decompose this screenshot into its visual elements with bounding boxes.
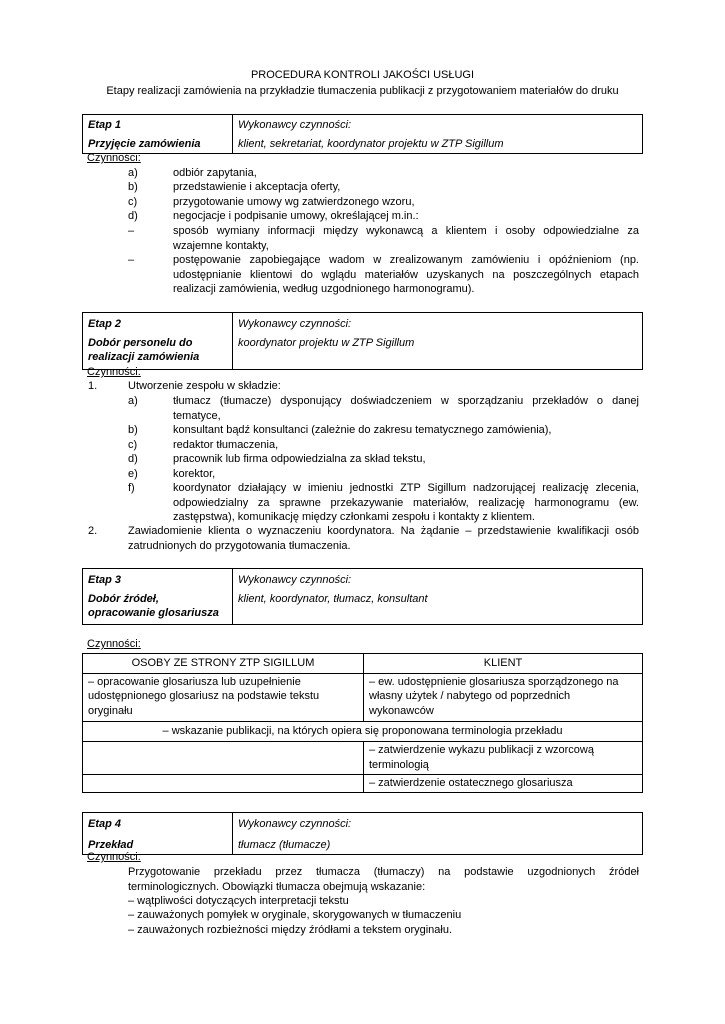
stage-3-performers: klient, koordynator, tłumacz, konsultant [238,592,428,605]
table-row [83,721,643,742]
table-cell: – ew. udostępnienie glosariusza sporządzonego na własny użytek / nabytego od poprzednich wykonawców [364,673,643,721]
stage-4-label: Etap 4 [83,813,233,835]
stage-1-performers: klient, sekretariat, koordynator projektu w ZTP Sigillum [238,138,504,150]
stage-1-activities-label: Czynności: [87,152,141,164]
stage-4-performers-label: Wykonawcy czynności: [238,818,352,830]
document-page: PROCEDURA KONTROLI JAKOŚCI USŁUGI Etapy realizacji zamówienia na przykładzie tłumaczenia publikacji z przygotowaniem materiałów do druku Etap 1 Wykonawcy czynności: Przyjęcie zamówienia klient, sekretariat, koordynator projektu w ZTP Sigillum Czynności: a) odbiór zapytania, b) przedstawienie i akceptacja oferty, c) przygotowanie umowy wg zatwierdzonego wzoru, d) negocjacje i podpisanie umowy, określającej m.in.: – sposób wymiany informacji między wykonawcą a klientem i osoby odpowiedzialne za wzajemne kontakty, – postępowanie zapobiegające wadom w zrealizowanym zamówieniu i opóźnieniom (np. udostępnianie klientowi do wglądu materiałów uzyskanych na poszczególnych etapach realizacji zamówienia, według uzgodnionego harmonogramu). Etap 2 Wykonawcy czynności: Dobór personelu do realizacji zamówienia koordynator projektu w ZTP Sigillum Czynności: 1. Utworzenie zespołu w składzie: a) tłumacz (tłumacze) dysponujący doświadczeniem w sporządzaniu przekładów o danej tematyce, b) konsultant bądź konsultanci (zależnie do zakresu tematycznego zamówienia), c) redaktor tłumaczenia, d) pracownik lub firma odpowiedzialna za skład tekstu, e) korektor, f) koordynator działający w imieniu jednostki ZTP Sigillum nadzorującej realizację zlecenia, odpowiedzialny za sprawne przekazywanie materiałów, realizację harmonogramu (ew. zastępstwa), komunikację między członkami zespołu i kontakty z klientem. 2. Zawiadomienie klienta o wyznaczeniu koordynatora. Na żądanie – przedstawienie kwalifikacji osób zatrudnionych do przygotowania tłumaczenia. Etap 3 Wykonawcy czynności: Dobór źródeł, opracowanie glosariusza klient, koordynator, tłumacz, konsultant Czynności: OSOBY ZE STRONY ZTP SIGILLUM KLIENT – opracowanie glosariusza lub uzupełnienie udostępnionego glosariusz na podstawie tekstu oryginału – ew. udostępnienie glosariusza sporządzonego na własny użytek / nabytego od poprzednich wykonawców – wskazanie publikacji, na których opiera się proponowana terminologia przekładu – zatwierdzenie wykazu publikacji z wzorcową terminologią – zatwierdzenie ostatecznego glosariusza Etap 4 Wykonawcy czynności: Przekład tłumacz (tłumacze) Czynności: Przygotowanie przekładu przez tłumacza (tłumaczy) na podstawie uzgodnionych źródeł terminologicznych. Obowiązki tłumacza obejmują wskazanie: – wątpliwości dotyczących interpretacji tekstu – zauważonych pomyłek w oryginale, skorygowanych w tłumaczeniu – zauważonych rozbieżności między źródłami a tekstem oryginału. [0,0,725,1024]
table-cell: – zatwierdzenie ostatecznego glosariusza [364,775,643,793]
table-cell [83,742,364,775]
document-subtitle: Etapy realizacji zamówienia na przykładzie tłumaczenia publikacji z przygotowaniem materiałów do druku [106,85,619,97]
stage-2-name: Dobór personelu do realizacji zamówienia [83,335,233,369]
table-row [83,654,643,674]
list-item: – wątpliwości dotyczących interpretacji tekstu [128,895,349,907]
table-header-client: KLIENT [364,654,643,674]
table-cell: – opracowanie glosariusza lub uzupełnienie udostępnionego glosariusz na podstawie tekstu oryginału [83,673,364,721]
stage-3-box [82,568,643,625]
table-header-ztp: OSOBY ZE STRONY ZTP SIGILLUM [83,654,364,674]
table-cell: – wskazanie publikacji, na których opiera się proponowana terminologia przekładu [83,721,643,742]
stage-1-label: Etap 1 [83,115,233,134]
stage-2-label: Etap 2 [83,313,233,335]
stage-3-name: Dobór źródeł, opracowanie glosariusza [83,591,233,624]
stage-3-performers-label: Wykonawcy czynności: [238,574,352,586]
stage-2-performers-label: Wykonawcy czynności: [238,318,352,330]
stage-4-paragraph: Przygotowanie przekładu przez tłumacza (tłumaczy) na podstawie uzgodnionych źródeł terminologicznych. Obowiązki tłumacza obejmują wskazanie: [128,866,639,893]
stage-3-label: Etap 3 [83,569,233,591]
document-title: PROCEDURA KONTROLI JAKOŚCI USŁUGI [250,69,475,81]
stage-3-activities-label: Czynności: [87,638,141,650]
stage-2-box [82,312,643,370]
stage-4-performers: tłumacz (tłumacze) [238,838,331,851]
table-cell [83,775,364,793]
stage-1-name: Przyjęcie zamówienia [83,134,233,153]
table-row [83,775,643,793]
list-item: – zauważonych pomyłek w oryginale, skorygowanych w tłumaczeniu [128,909,462,921]
stage-4-activities-label: Czynności: [87,851,141,863]
table-cell: – zatwierdzenie wykazu publikacji z wzorcową terminologią [364,742,643,775]
glossary-table [82,653,643,793]
stage-1-box [82,114,643,154]
table-row [83,742,643,775]
stage-4-name: Przekład [83,835,233,854]
stage-2-performers: koordynator projektu w ZTP Sigillum [238,336,415,349]
stage-2-activities-label: Czynności: [87,366,141,378]
stage-4-box [82,812,643,855]
list-item: – zauważonych rozbieżności między źródłami a tekstem oryginału. [128,924,453,936]
stage-1-performers-label: Wykonawcy czynności: [238,119,352,131]
table-row [83,673,643,721]
